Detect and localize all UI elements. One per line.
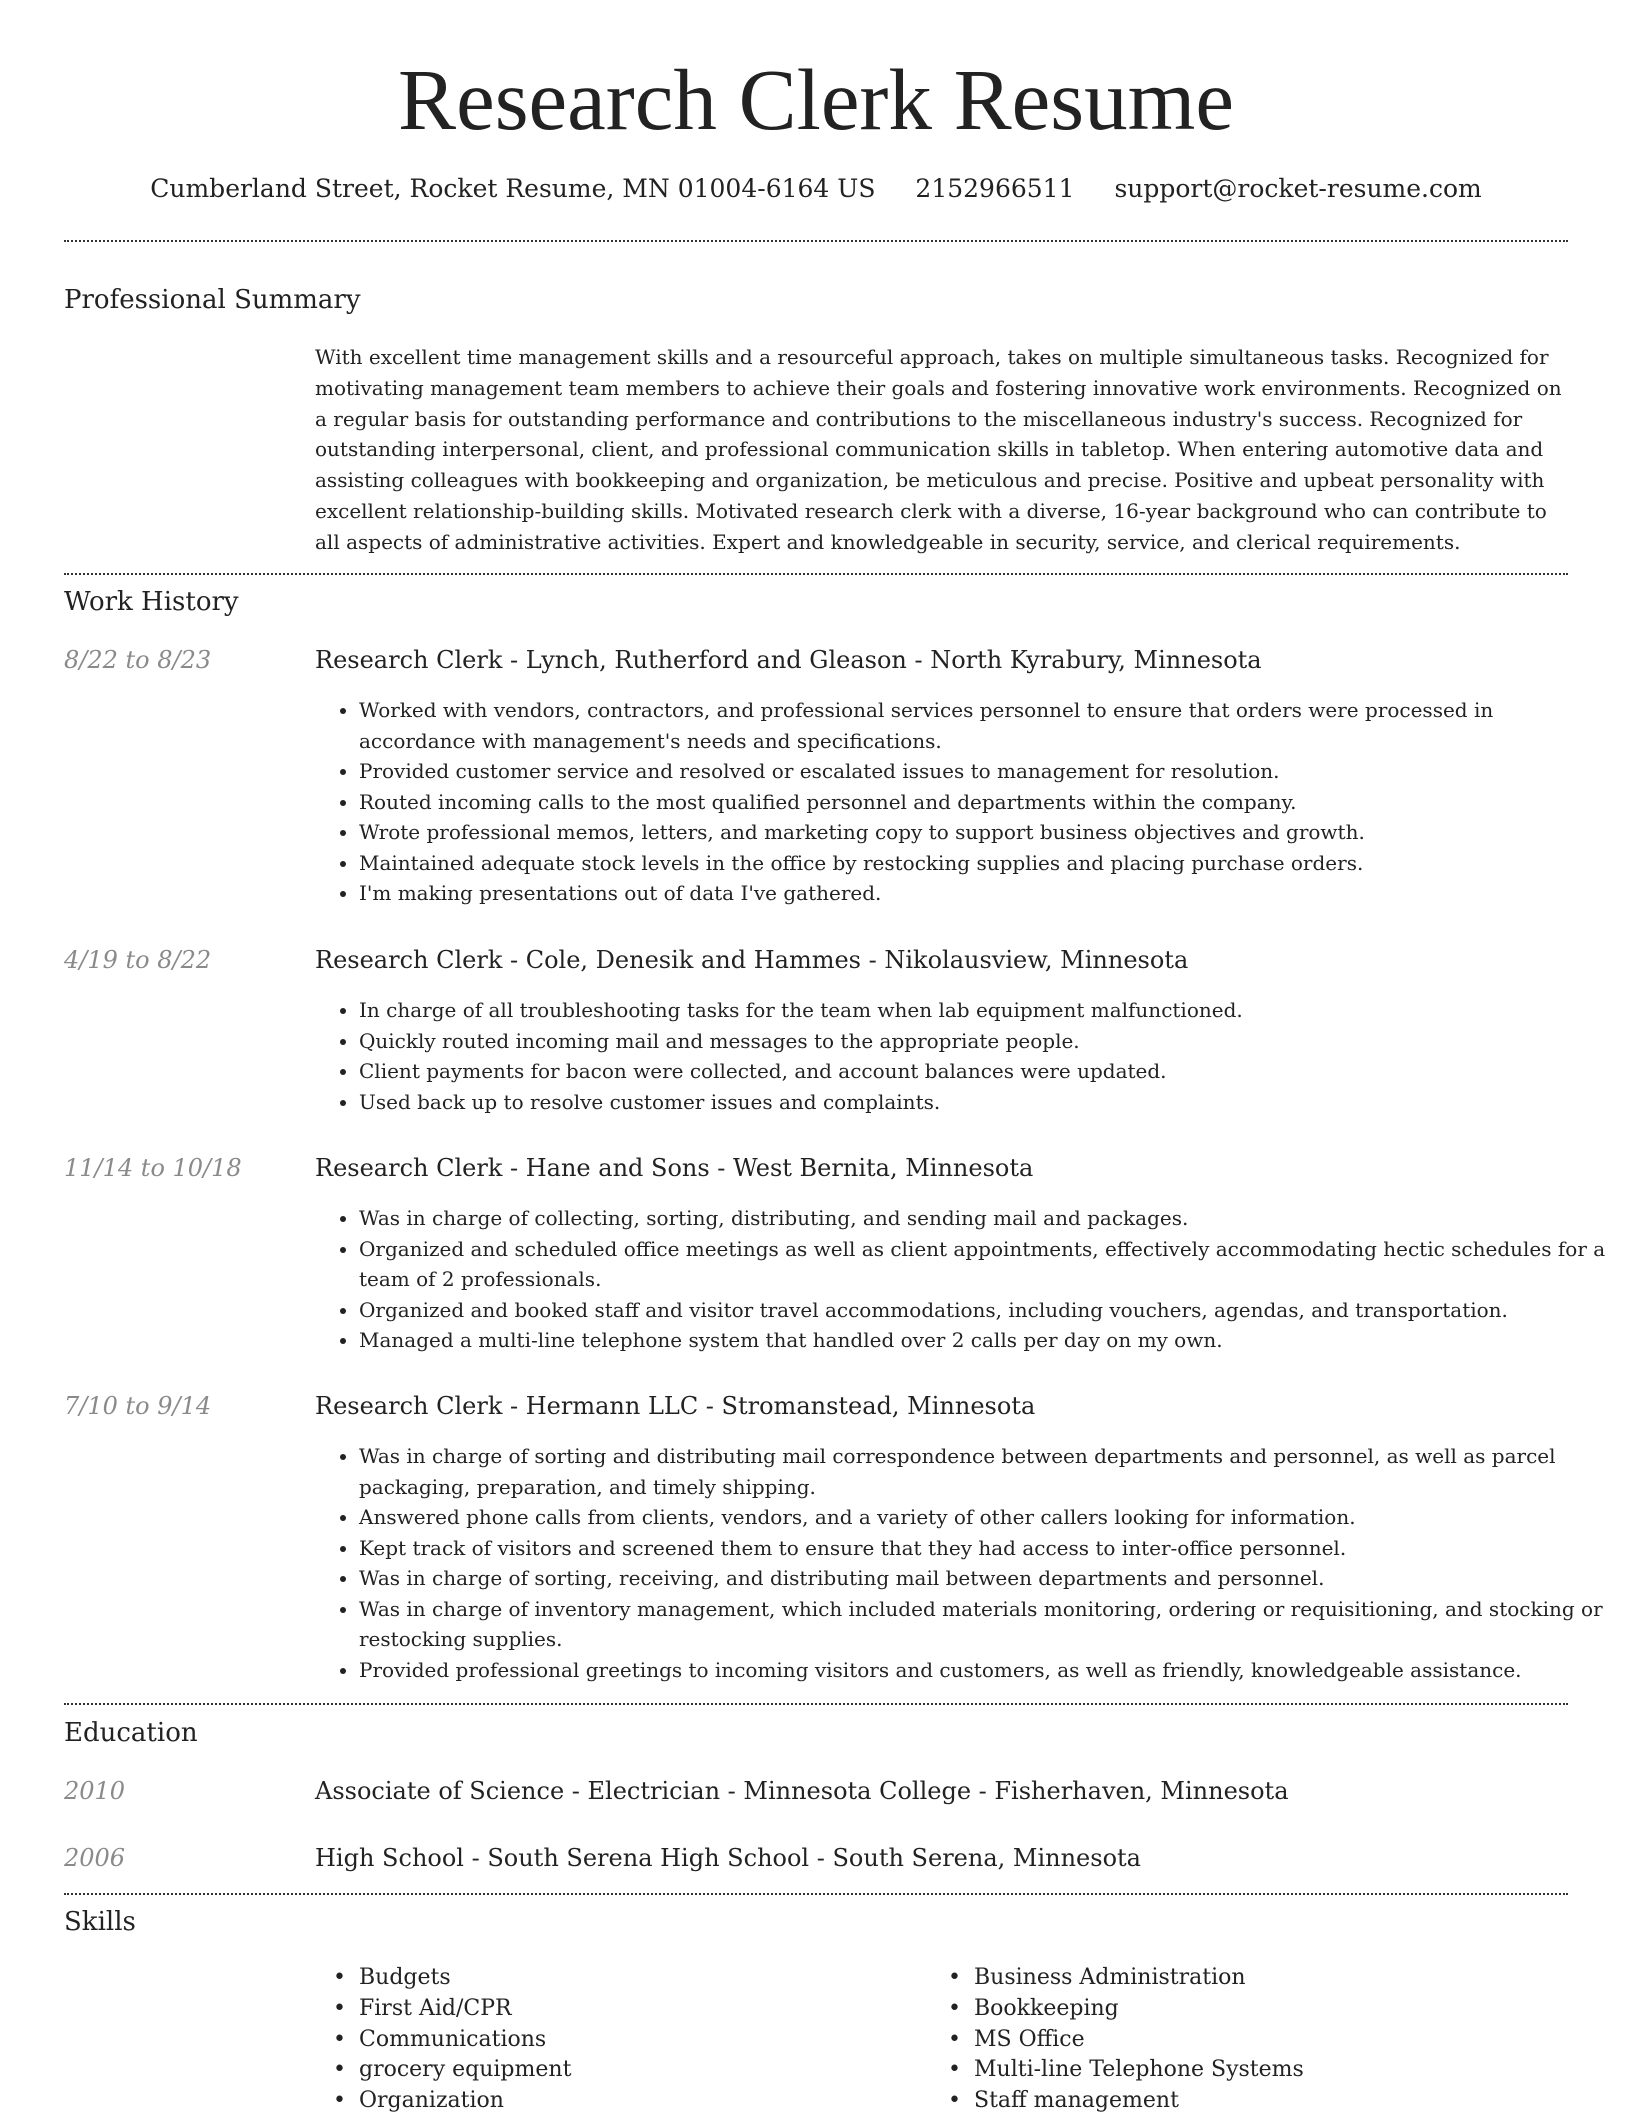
- job-title: Research Clerk - Hane and Sons - West Bernita, Minnesota: [315, 1154, 1034, 1182]
- list-item: • In charge of all troubleshooting tasks for the team when lab equipment malfunctioned.: [359, 995, 1615, 1026]
- skill-item: • Communications: [315, 2025, 930, 2056]
- job-dates: 8/22 to 8/23: [64, 646, 212, 674]
- skill-item: • Business Administration: [930, 1963, 1545, 1994]
- job-dates: 7/10 to 9/14: [64, 1392, 212, 1420]
- list-item: • Provided professional greetings to incoming visitors and customers, as well as friendly, knowledgeable assistance.: [359, 1655, 1615, 1686]
- job-bullets: [315, 995, 1615, 1117]
- job-bullets: [315, 1203, 1615, 1356]
- list-item: • Answered phone calls from clients, vendors, and a variety of other callers looking for information.: [359, 1502, 1615, 1533]
- skill-item: • Budgets: [315, 1963, 930, 1994]
- skill-item: • grocery equipment: [315, 2055, 930, 2086]
- list-item: • Managed a multi-line telephone system that handled over 2 calls per day on my own.: [359, 1325, 1615, 1356]
- education-year: 2010: [64, 1777, 126, 1805]
- skills-list: [315, 1963, 1571, 2117]
- skill-item: • Staff management: [930, 2086, 1545, 2117]
- job-dates: 4/19 to 8/22: [64, 946, 212, 974]
- education-title: Associate of Science - Electrician - Minnesota College - Fisherhaven, Minnesota: [315, 1777, 1289, 1805]
- list-item: • I'm making presentations out of data I've gathered.: [359, 878, 1615, 909]
- list-item: • Organized and booked staff and visitor travel accommodations, including vouchers, agendas, and transportation.: [359, 1295, 1615, 1326]
- list-item: • Was in charge of sorting and distributing mail correspondence between departments and personnel, as well as parcel packaging, preparation, and timely shipping.: [359, 1441, 1615, 1502]
- section-heading-summary: Professional Summary: [64, 285, 361, 315]
- divider: [64, 1703, 1568, 1705]
- job-bullets: [315, 695, 1615, 909]
- section-heading-work-history: Work History: [64, 587, 239, 617]
- list-item: • Organized and scheduled office meetings as well as client appointments, effectively accommodating hectic schedules for a team of 2 professionals.: [359, 1234, 1615, 1295]
- list-item: • Routed incoming calls to the most qualified personnel and departments within the company.: [359, 787, 1615, 818]
- section-heading-skills: Skills: [64, 1907, 136, 1937]
- education-title: High School - South Serena High School - South Serena, Minnesota: [315, 1844, 1141, 1872]
- list-item: • Kept track of visitors and screened them to ensure that they had access to inter-office personnel.: [359, 1533, 1615, 1564]
- list-item: • Was in charge of inventory management, which included materials monitoring, ordering or requisitioning, and stocking or restocking supplies.: [359, 1594, 1615, 1655]
- job-title: Research Clerk - Lynch, Rutherford and Gleason - North Kyrabury, Minnesota: [315, 646, 1262, 674]
- job-dates: 11/14 to 10/18: [64, 1154, 242, 1182]
- list-item: • Was in charge of collecting, sorting, distributing, and sending mail and packages.: [359, 1203, 1615, 1234]
- section-heading-education: Education: [64, 1718, 198, 1748]
- job-title: Research Clerk - Hermann LLC - Stromanstead, Minnesota: [315, 1392, 1036, 1420]
- list-item: • Client payments for bacon were collected, and account balances were updated.: [359, 1056, 1615, 1087]
- list-item: • Quickly routed incoming mail and messages to the appropriate people.: [359, 1026, 1615, 1057]
- divider: [64, 1893, 1568, 1895]
- list-item: • Maintained adequate stock levels in the office by restocking supplies and placing purchase orders.: [359, 848, 1615, 879]
- resume-title: Research Clerk Resume: [398, 51, 1234, 148]
- email: support@rocket-resume.com: [1114, 174, 1482, 203]
- list-item: • Wrote professional memos, letters, and marketing copy to support business objectives and growth.: [359, 817, 1615, 848]
- list-item: • Used back up to resolve customer issues and complaints.: [359, 1087, 1615, 1118]
- skill-item: • Multi-line Telephone Systems: [930, 2055, 1545, 2086]
- summary-text: With excellent time management skills and a resourceful approach, takes on multiple simultaneous tasks. Recognized for motivating management team members to achieve their goals and fostering innovative work environments. Recognized on a regular basis for outstanding performance and contributions to the miscellaneous industry's success. Recognized for outstanding interpersonal, client, and professional communication skills in tabletop. When entering automotive data and assisting colleagues with bookkeeping and organization, be meticulous and precise. Positive and upbeat personality with excellent relationship-building skills. Motivated research clerk with a diverse, 16-year background who can contribute to all aspects of administrative activities. Expert and knowledgeable in security, service, and clerical requirements.: [315, 345, 1562, 554]
- skill-item: • MS Office: [930, 2025, 1545, 2056]
- list-item: • Provided customer service and resolved or escalated issues to management for resolution.: [359, 756, 1615, 787]
- skill-item: • Organization: [315, 2086, 930, 2117]
- education-year: 2006: [64, 1844, 126, 1872]
- job-title: Research Clerk - Cole, Denesik and Hammes - Nikolausview, Minnesota: [315, 946, 1189, 974]
- contact-line: [0, 172, 1632, 206]
- list-item: • Was in charge of sorting, receiving, and distributing mail between departments and personnel.: [359, 1563, 1615, 1594]
- skill-item: • Bookkeeping: [930, 1994, 1545, 2025]
- skill-item: • First Aid/CPR: [315, 1994, 930, 2025]
- address: Cumberland Street, Rocket Resume, MN 01004-6164 US: [150, 174, 876, 203]
- list-item: • Worked with vendors, contractors, and professional services personnel to ensure that orders were processed in accordance with management's needs and specifications.: [359, 695, 1615, 756]
- divider: [64, 240, 1568, 242]
- phone: 2152966511: [915, 174, 1075, 203]
- divider: [64, 573, 1568, 575]
- job-bullets: [315, 1441, 1615, 1685]
